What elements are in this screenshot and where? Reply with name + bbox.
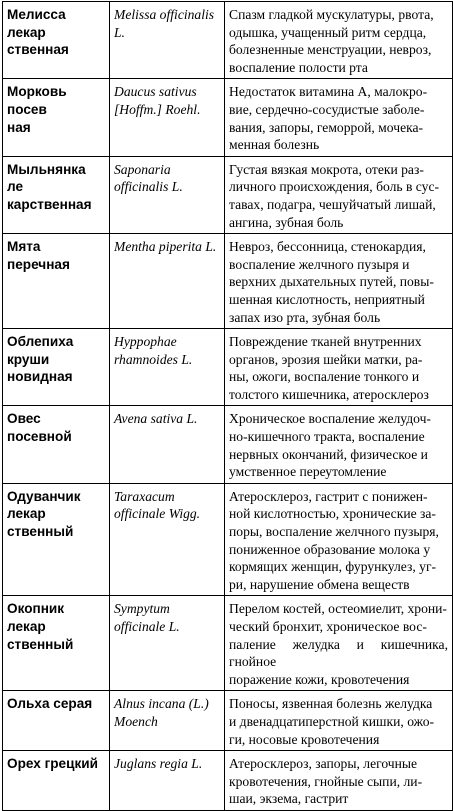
indications-line: тавах, подагра, чешуйчатый лишай, [229, 196, 436, 212]
indications-line: ги, носовые кровотечения [229, 731, 380, 747]
plant-name-cell [3, 691, 110, 751]
latin-name-cell [110, 2, 225, 79]
indications-cell [225, 406, 453, 483]
plant-name-line: ная [7, 119, 31, 135]
plants-table [2, 1, 453, 811]
indications-line: менная болезнь [229, 137, 320, 153]
indications-line: Недостаток витамина А, малокро- [229, 84, 428, 100]
indications-line: одышка, учащенный ритм сердца, [229, 24, 427, 40]
plant-name-cell [3, 156, 110, 233]
indications-line: верхних дыхательных путей, повы- [229, 274, 434, 290]
indications-line: Перелом костей, остеомиелит, хрони- [229, 601, 447, 617]
indications-line: Хроническое воспаление желудоч- [229, 411, 431, 427]
indications-line: шаи, экзема, гастрит [229, 791, 349, 807]
plant-name-cell [3, 596, 110, 691]
plant-name-cell [3, 329, 110, 406]
indications-line: кормящих женщин, фурункулез, уг- [229, 559, 437, 575]
latin-name-cell [110, 691, 225, 751]
plant-name-line: Одуванчик лекар [7, 488, 81, 522]
latin-name-line: Mentha piperita L. [114, 239, 217, 255]
indications-line: ны, ожоги, воспаление тонкого и [229, 369, 420, 385]
indications-line: но-кишечного тракта, воспаление [229, 429, 425, 445]
plant-name-line: Ольха серая [7, 696, 93, 712]
indications-line: Атеросклероз, гастрит с понижен- [229, 488, 428, 504]
latin-name-line: Hyppophae [114, 334, 177, 350]
plant-name-cell [3, 2, 110, 79]
latin-name-cell [110, 234, 225, 329]
table-row [3, 79, 453, 156]
latin-name-line: [Hoffm.] Roehl. [114, 101, 201, 117]
indications-line: Повреждение тканей внутренних [229, 334, 422, 350]
indications-line: ной кислотностью, хронические за- [229, 506, 436, 522]
latin-name-line: Daucus sativus [114, 84, 197, 100]
indications-cell [225, 329, 453, 406]
plant-name-cell [3, 234, 110, 329]
latin-name-line: Sympytum [114, 601, 170, 617]
latin-name-line: Taraxacum [114, 488, 175, 504]
latin-name-line: Saponaria [114, 161, 171, 177]
latin-name-line: officinalis L. [114, 179, 183, 195]
indications-cell [225, 691, 453, 751]
plants-table-body [3, 2, 453, 811]
indications-line: Густая вязкая мокрота, отеки раз- [229, 161, 424, 177]
plant-name-line: Морковь посев [7, 84, 67, 117]
plant-name-cell [3, 406, 110, 483]
indications-line: болезненные менструации, невроз, [229, 42, 432, 58]
plant-name-line: ственный [7, 524, 74, 540]
indications-cell [225, 156, 453, 233]
indications-line: Атеросклероз, запоры, легочные [229, 756, 418, 772]
plant-name-line: Окопник лекар [7, 601, 65, 634]
table-row [3, 406, 453, 483]
indications-line: Невроз, бессонница, стенокардия, [229, 239, 426, 255]
plant-name-line: Мелисса лекар [7, 7, 66, 40]
latin-name-line: Alnus incana (L.) [114, 696, 209, 712]
indications-cell [225, 234, 453, 329]
indications-line: запах изо рта, зубная боль [229, 309, 381, 325]
plant-name-line: ственный [7, 636, 74, 652]
latin-name-cell [110, 751, 225, 811]
indications-line: воспаление полости рта [229, 59, 368, 75]
indications-line: шенная кислотность, неприятный [229, 291, 425, 307]
table-row [3, 156, 453, 233]
latin-name-line: Avena sativa L. [114, 411, 198, 427]
table-row [3, 691, 453, 751]
plant-name-cell [3, 751, 110, 811]
table-row [3, 483, 453, 596]
indications-line: ангина, зубная боль [229, 214, 344, 230]
table-row [3, 596, 453, 691]
latin-name-cell [110, 406, 225, 483]
indications-line: кровотечения, гнойные сыпи, ли- [229, 773, 423, 789]
indications-line: вания, запоры, геморрой, мочека- [229, 119, 424, 135]
plant-name-line: Облепиха круши [7, 334, 74, 367]
indications-line: Поносы, язвенная болезнь желудка [229, 696, 433, 712]
indications-line: органов, эрозия шейки матки, ра- [229, 351, 423, 367]
indications-line: нервных окончаний, физическое и [229, 446, 428, 462]
latin-name-line: officinale L. [114, 619, 180, 634]
latin-name-cell [110, 483, 225, 596]
indications-cell [225, 596, 453, 691]
indications-line: и двенадцатиперстной кишки, ожо- [229, 713, 435, 729]
indications-cell [225, 483, 453, 596]
latin-name-cell [110, 156, 225, 233]
plant-name-line: Овес посевной [7, 411, 72, 445]
plant-name-line: Мята перечная [7, 239, 70, 272]
plant-name-cell [3, 79, 110, 156]
indications-cell [225, 2, 453, 79]
latin-name-line: rhamnoides L. [114, 351, 193, 367]
table-row [3, 234, 453, 329]
indications-line: вие, сердечно-сосудистые заболе- [229, 101, 425, 117]
plant-name-line: карственная [7, 196, 92, 212]
table-row [3, 2, 453, 79]
indications-line: умственное переутомление [229, 464, 387, 480]
latin-name-line: Melissa officinalis [114, 7, 215, 22]
latin-name-line: Juglans regia L. [114, 756, 203, 772]
plant-name-line: Мыльнянка ле [7, 161, 86, 195]
indications-line: воспаление желчного пузыря и [229, 256, 410, 272]
indications-line: пониженное образование молока у [229, 541, 431, 557]
table-row [3, 329, 453, 406]
latin-name-cell [110, 329, 225, 406]
latin-name-line: L. [114, 24, 125, 40]
indications-line: поражение кожи, кровотечения [229, 671, 410, 687]
latin-name-line: Moench [114, 713, 158, 729]
indications-line: ческий бронхит, хроническое вос- [229, 619, 427, 634]
table-row [3, 751, 453, 811]
indications-line: паление желудка и кишечника, гнойное [229, 636, 448, 670]
indications-line: Спазм гладкой мускулатуры, рвота, [229, 7, 434, 22]
indications-line: толстого кишечника, атеросклероз [229, 386, 429, 402]
latin-name-cell [110, 79, 225, 156]
plant-name-line: Орех грецкий [7, 756, 98, 772]
plant-name-cell [3, 483, 110, 596]
indications-line: ри, нарушение обмена веществ [229, 576, 410, 592]
indications-cell [225, 751, 453, 811]
indications-cell [225, 79, 453, 156]
latin-name-line: officinale Wigg. [114, 506, 201, 522]
latin-name-cell [110, 596, 225, 691]
indications-line: поры, воспаление желчного пузыря, [229, 524, 439, 540]
indications-line: личного происхождения, боль в сус- [229, 179, 440, 195]
plant-name-line: ственная [7, 42, 69, 58]
plant-name-line: новидная [7, 369, 73, 385]
